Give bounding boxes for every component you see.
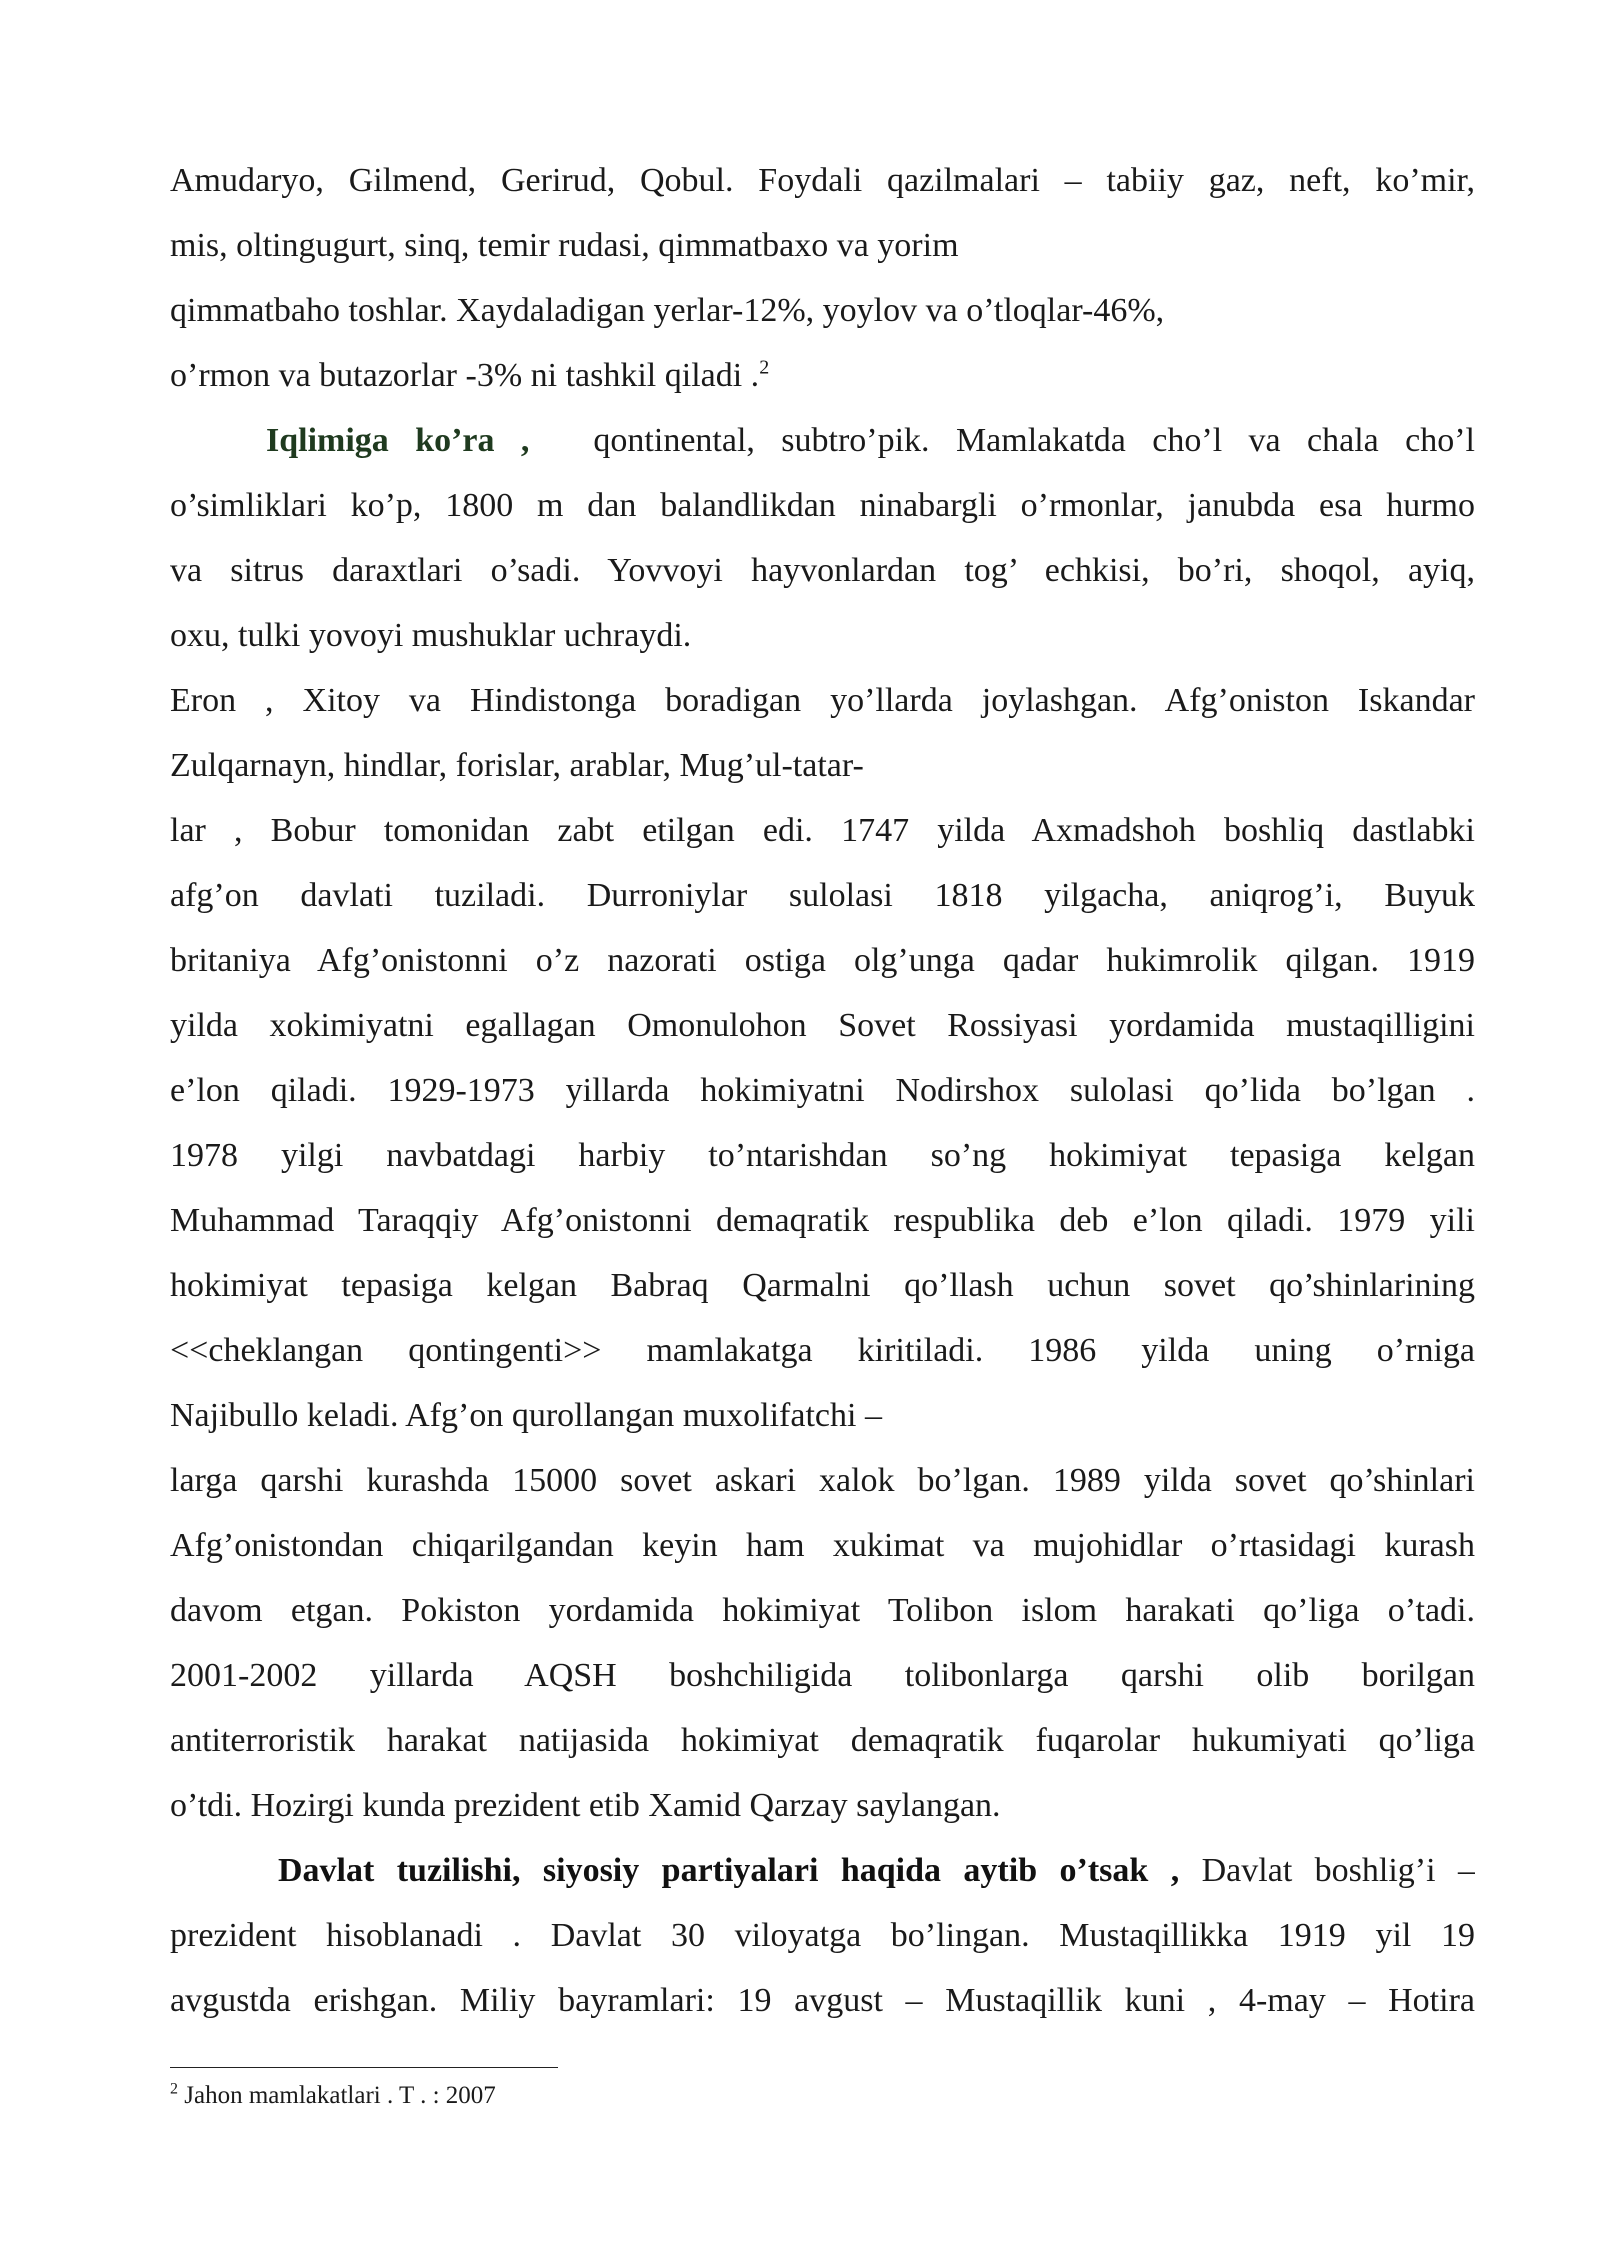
- paragraph-line: mis, oltingugurt, sinq, temir rudasi, qimmatbaxo va yorim: [170, 227, 959, 264]
- climate-heading-line: [170, 408, 1475, 473]
- paragraph-line: larga qarshi kurashda 15000 sovet askari xalok bo’lgan. 1989 yilda sovet qo’shinlari: [170, 1462, 1475, 1499]
- paragraph-line: Eron , Xitoy va Hindistonga boradigan yo’llarda joylashgan. Afg’oniston Iskandar: [170, 682, 1475, 719]
- paragraph-line: davom etgan. Pokiston yordamida hokimiyat Tolibon islom harakati qo’liga o’tadi.: [170, 1592, 1475, 1629]
- footnote-number: 2: [170, 2080, 178, 2098]
- paragraph-line: antiterroristik harakat natijasida hokimiyat demaqratik fuqarolar hukumiyati qo’liga: [170, 1722, 1475, 1759]
- paragraph-text: o’rmon va butazorlar -3% ni tashkil qiladi .: [170, 357, 760, 394]
- paragraph-line: Zulqarnayn, hindlar, forislar, arablar, Mug’ul-tatar-: [170, 747, 864, 784]
- footnote-reference: 2: [759, 356, 770, 379]
- paragraph-text: Davlat boshlig’i –: [1179, 1852, 1475, 1889]
- footnote-text: Jahon mamlakatlari . T . : 2007: [178, 2082, 496, 2109]
- section-heading-government: Davlat tuzilishi, siyosiy partiyalari haqida aytib o’tsak ,: [278, 1852, 1180, 1889]
- section-heading-climate: Iqlimiga ko’ra ,: [266, 422, 530, 459]
- paragraph-line: prezident hisoblanadi . Davlat 30 viloyatga bo’lingan. Mustaqillikka 1919 yil 19: [170, 1917, 1475, 1954]
- footnote: [170, 2078, 496, 2114]
- paragraph-line: 2001-2002 yillarda AQSH boshchiligida tolibonlarga qarshi olib borilgan: [170, 1657, 1475, 1694]
- paragraph-line: afg’on davlati tuziladi. Durroniylar sulolasi 1818 yilgacha, aniqrog’i, Buyuk: [170, 877, 1475, 914]
- paragraph-line: Amudaryo, Gilmend, Gerirud, Qobul. Foydali qazilmalari – tabiiy gaz, neft, ko’mir,: [170, 162, 1475, 199]
- paragraph-line: o’tdi. Hozirgi kunda prezident etib Xamid Qarzay saylangan.: [170, 1787, 1001, 1824]
- paragraph-line: [170, 343, 1475, 408]
- paragraph-line: oxu, tulki yovoyi mushuklar uchraydi.: [170, 617, 692, 654]
- footnote-separator: [170, 2067, 558, 2068]
- paragraph-line: hokimiyat tepasiga kelgan Babraq Qarmalni qo’llash uchun sovet qo’shinlarining: [170, 1267, 1475, 1304]
- document-page: [170, 148, 1475, 2033]
- paragraph-line: Afg’onistondan chiqarilgandan keyin ham xukimat va mujohidlar o’rtasidagi kurash: [170, 1527, 1475, 1564]
- paragraph-line: va sitrus daraxtlari o’sadi. Yovvoyi hayvonlardan tog’ echkisi, bo’ri, shoqol, ayiq,: [170, 552, 1475, 589]
- paragraph-line: yilda xokimiyatni egallagan Omonulohon Sovet Rossiyasi yordamida mustaqilligini: [170, 1007, 1475, 1044]
- paragraph-line: 1978 yilgi navbatdagi harbiy to’ntarishdan so’ng hokimiyat tepasiga kelgan: [170, 1137, 1475, 1174]
- paragraph-line: lar , Bobur tomonidan zabt etilgan edi. 1747 yilda Axmadshoh boshliq dastlabki: [170, 812, 1475, 849]
- paragraph-line: o’simliklari ko’p, 1800 m dan balandlikdan ninabargli o’rmonlar, janubda esa hurmo: [170, 487, 1475, 524]
- paragraph-line: e’lon qiladi. 1929-1973 yillarda hokimiyatni Nodirshox sulolasi qo’lida bo’lgan .: [170, 1072, 1475, 1109]
- paragraph-line: qimmatbaho toshlar. Xaydaladigan yerlar-12%, yoylov va o’tloqlar-46%,: [170, 292, 1165, 329]
- paragraph-line: britaniya Afg’onistonni o’z nazorati ostiga olg’unga qadar hukimrolik qilgan. 1919: [170, 942, 1475, 979]
- paragraph-line: <<cheklangan qontingenti>> mamlakatga kiritiladi. 1986 yilda uning o’rniga: [170, 1332, 1475, 1369]
- government-heading-line: [170, 1838, 1475, 1903]
- paragraph-line: Muhammad Taraqqiy Afg’onistonni demaqratik respublika deb e’lon qiladi. 1979 yili: [170, 1202, 1475, 1239]
- paragraph-line: Najibullo keladi. Afg’on qurollangan muxolifatchi –: [170, 1397, 882, 1434]
- paragraph-text: qontinental, subtro’pik. Mamlakatda cho’l va chala cho’l: [593, 422, 1475, 459]
- paragraph-line: avgustda erishgan. Miliy bayramlari: 19 avgust – Mustaqillik kuni , 4-may – Hotira: [170, 1982, 1475, 2019]
